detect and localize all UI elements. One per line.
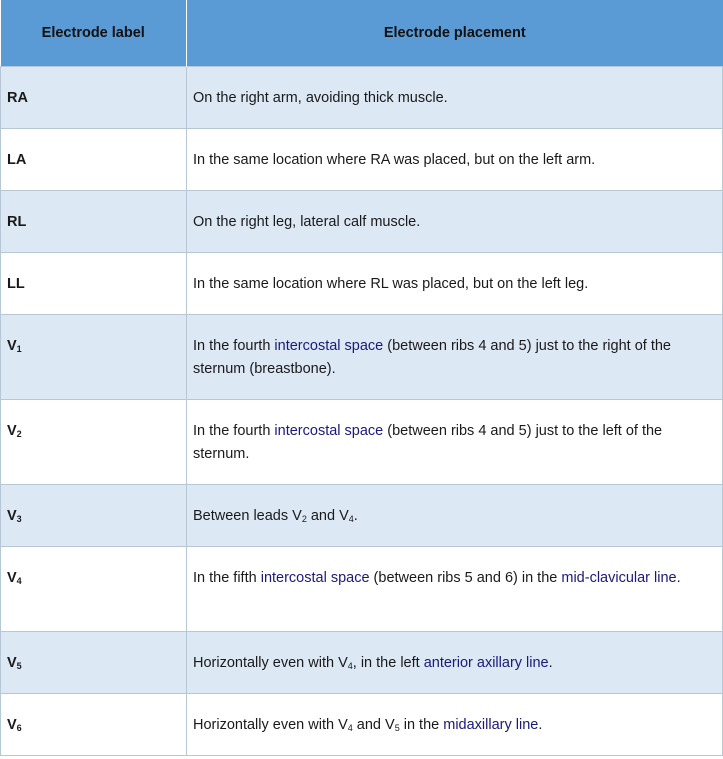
electrode-placement-cell <box>187 191 723 253</box>
electrode-label: V <box>7 655 17 671</box>
placement-subscript: 4 <box>348 514 354 524</box>
electrode-placement-cell <box>187 485 723 547</box>
electrode-placement-cell <box>187 694 723 756</box>
placement-link[interactable]: intercostal space <box>260 570 370 586</box>
electrode-label-subscript: 4 <box>16 576 22 586</box>
placement-link[interactable]: mid-clavicular line <box>561 570 677 586</box>
placement-text: , in the left <box>352 655 424 671</box>
placement-text: and V <box>306 508 349 524</box>
placement-subscript: 4 <box>347 661 353 671</box>
electrode-placement-cell <box>187 315 723 400</box>
placement-text: Between leads V <box>193 508 302 524</box>
table-row <box>1 694 723 756</box>
placement-text: . <box>676 570 681 586</box>
electrode-placement-cell <box>187 67 723 129</box>
electrode-label-cell <box>1 632 187 694</box>
electrode-placement-cell <box>187 400 723 485</box>
placement-text: On the right leg, lateral calf muscle. <box>193 214 421 230</box>
electrode-placement-cell <box>187 547 723 632</box>
electrode-label-cell <box>1 315 187 400</box>
placement-text: . <box>353 508 358 524</box>
table-row <box>1 191 723 253</box>
header-electrode-label: Electrode label <box>1 0 187 67</box>
electrode-label-subscript: 1 <box>16 344 22 354</box>
electrode-label: RA <box>7 90 28 106</box>
placement-subscript: 5 <box>394 723 400 733</box>
placement-text: Horizontally even with V <box>193 655 348 671</box>
electrode-label-subscript: 5 <box>16 661 22 671</box>
electrode-label-cell <box>1 191 187 253</box>
table-row <box>1 400 723 485</box>
placement-subscript: 4 <box>347 723 353 733</box>
electrode-placement-cell <box>187 129 723 191</box>
table-row <box>1 632 723 694</box>
placement-link[interactable]: anterior axillary line <box>423 655 549 671</box>
electrode-placement-cell <box>187 632 723 694</box>
placement-text: In the fourth <box>193 338 275 354</box>
placement-text: In the same location where RA was placed, but on the left arm. <box>193 152 596 168</box>
electrode-label: RL <box>7 214 27 230</box>
placement-text: . <box>548 655 553 671</box>
table-row <box>1 315 723 400</box>
electrode-label: V <box>7 508 17 524</box>
electrode-label-subscript: 2 <box>16 429 22 439</box>
placement-link[interactable]: intercostal space <box>274 423 384 439</box>
electrode-label-cell <box>1 253 187 315</box>
electrode-label-cell <box>1 400 187 485</box>
electrode-label: V <box>7 570 17 586</box>
placement-subscript: 2 <box>301 514 307 524</box>
electrode-label-cell <box>1 547 187 632</box>
electrode-label: V <box>7 338 17 354</box>
placement-text: In the fifth <box>193 570 261 586</box>
placement-text: Horizontally even with V <box>193 717 348 733</box>
placement-link[interactable]: intercostal space <box>274 338 384 354</box>
placement-text: . <box>538 717 543 733</box>
electrode-label-cell <box>1 129 187 191</box>
header-electrode-placement: Electrode placement <box>187 0 723 67</box>
placement-text: in the <box>399 717 444 733</box>
table-header-row <box>1 0 723 67</box>
placement-text: In the same location where RL was placed, but on the left leg. <box>193 276 589 292</box>
placement-text: (between ribs 4 and 5) just to the left of the sternum. <box>193 423 663 462</box>
placement-text: In the fourth <box>193 423 275 439</box>
electrode-label-cell <box>1 694 187 756</box>
placement-text: and V <box>352 717 395 733</box>
table-row <box>1 253 723 315</box>
placement-link[interactable]: midaxillary line <box>443 717 539 733</box>
electrode-label-subscript: 6 <box>16 723 22 733</box>
table-body <box>1 67 723 756</box>
placement-text: (between ribs 5 and 6) in the <box>369 570 562 586</box>
placement-text: (between ribs 4 and 5) just to the right of the sternum (breastbone). <box>193 338 671 377</box>
electrode-label-cell <box>1 485 187 547</box>
electrode-placement-cell <box>187 253 723 315</box>
electrode-label-cell <box>1 67 187 129</box>
table-row <box>1 485 723 547</box>
electrode-label-subscript: 3 <box>16 514 22 524</box>
table-row <box>1 547 723 632</box>
table-row <box>1 129 723 191</box>
electrode-label: V <box>7 423 17 439</box>
electrode-label: LL <box>7 276 25 292</box>
electrode-label: V <box>7 717 17 733</box>
placement-text: On the right arm, avoiding thick muscle. <box>193 90 448 106</box>
electrode-label: LA <box>7 152 27 168</box>
table-row <box>1 67 723 129</box>
